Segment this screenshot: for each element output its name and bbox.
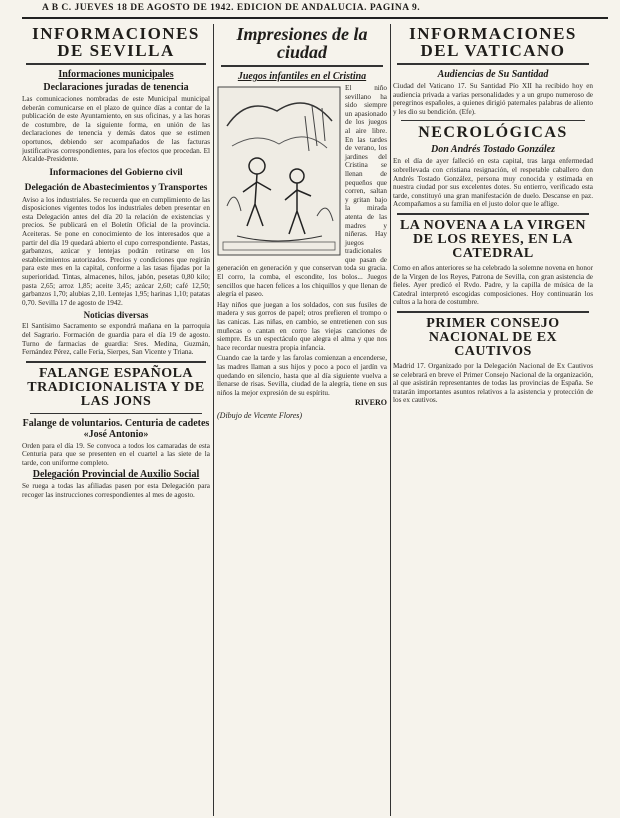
subhead: Informaciones del Gobierno civil bbox=[49, 167, 183, 178]
section-title-novena: LA NOVENA A LA VIRGEN DE LOS REYES, EN LA CATEDRAL bbox=[399, 217, 587, 261]
section-title-falange: FALANGE ESPAÑOLA TRADICIONALISTA Y DE LAS JONS bbox=[27, 365, 205, 409]
illustration-caption: (Dibujo de Vicente Flores) bbox=[217, 411, 303, 421]
divider bbox=[26, 361, 206, 363]
section-title-sevilla: INFORMACIONES DE SEVILLA bbox=[32, 25, 200, 60]
article-body: Ciudad del Vaticano 17. Su Santidad Pío XII ha recibido hoy en audiencia privada a varias personalidades y a un grupo numeroso de peregrinos españoles, a quienes dirigió paternales palabras de aliento y les dio su bendición. (Efe). bbox=[393, 82, 593, 116]
section-title-impresiones: Impresiones de la ciudad bbox=[236, 25, 368, 62]
section-title-vaticano: INFORMACIONES DEL VATICANO bbox=[409, 25, 577, 60]
subhead: Don Andrés Tostado González bbox=[430, 144, 555, 156]
article-body: Cuando cae la tarde y las farolas comienzan a encenderse, las madres llaman a sus hijos y poco a poco el jardín va quedando en silencio, hasta que al día siguiente vuelva a llenarse de risas. Sevilla, ciudad de la alegría, tiene en sus niños la mejor expresión de su espíritu. bbox=[217, 354, 387, 397]
column-vaticano bbox=[393, 25, 593, 815]
divider bbox=[30, 413, 202, 414]
column-sevilla bbox=[22, 25, 210, 815]
section-title-necrologicas: NECROLÓGICAS bbox=[418, 124, 568, 142]
header-rule bbox=[22, 17, 608, 19]
column-impresiones bbox=[217, 25, 387, 815]
article-body: Orden para el día 19. Se convoca a todos los camaradas de esta Centuria para que se presenten en el cuartel a las siete de la tarde, con uniforme completo. bbox=[22, 441, 210, 467]
subhead: Noticias diversas bbox=[83, 310, 149, 321]
article-body: Se ruega a todas las afiliadas pasen por esta Delegación para recoger las instrucciones correspondientes al mes de agosto. bbox=[22, 482, 210, 500]
divider bbox=[397, 213, 589, 215]
subhead: Delegación Provincial de Auxilio Social bbox=[32, 469, 200, 481]
article-body: Hay niños que juegan a los soldados, con sus fusiles de madera y sus gorros de papel; otros prefieren el trompo o las canicas. Las niñas, en cambio, se entretienen con sus muñecas o cantan en corro las viejas canciones de siempre. Es un espectáculo que alegra el alma y que nos hace recordar nuestra propia infancia. bbox=[217, 300, 387, 352]
article-body: Aviso a los industriales. Se recuerda que en cumplimiento de las disposiciones vigentes todos los industriales deben presentar en esta Delegación antes del día 20 la relación de existencias y precios. Se publicará en el Boletín Oficial de la provincia. Aceiteras. Se pone en conocimiento de los interesados que a partir del día 19 quedará abierto el cupo correspondiente. Pastas, garbanzos, azúcar y lentejas podrán retirarse en los establecimientos autorizados. Precios y condiciones que regirán para este mes en la capital, conforme a las tasas fijadas por la superioridad. Tintas, almacenes, hilos, jabón, pesetas 0,80 kilo; pasta 2,65; arroz 1,85; aceite 3,45; azúcar 2,60; café 12,50; garbanzos 1,70; alubias 2,10. Lentejas 1,95; harinas 1,10; patatas 0,70. Sevilla 17 de agosto de 1942. bbox=[22, 195, 210, 307]
section-title-ex-cautivos: PRIMER CONSEJO NACIONAL DE EX CAUTIVOS bbox=[426, 315, 560, 359]
page-header: A B C. JUEVES 18 DE AGOSTO DE 1942. EDICION DE ANDALUCIA. PAGINA 9. bbox=[42, 3, 421, 13]
divider bbox=[221, 65, 383, 67]
subhead: Delegación de Abastecimientos y Transportes bbox=[24, 182, 208, 193]
column-divider bbox=[390, 24, 391, 816]
article-body: El Santísimo Sacramento se expondrá mañana en la parroquia del Sagrario. Formación de guardia para el día 19 de agosto. Turno de farmacias de guardia: Sres. Medina, Guzmán, Fernández Pérez, calle Feria, Sierpes, San Vicente y Triana. bbox=[22, 322, 210, 357]
divider bbox=[26, 63, 206, 65]
article-body: Como en años anteriores se ha celebrado la solemne novena en honor de la Virgen de los Reyes, Patrona de Sevilla, con gran asistencia de fieles. Ayer predicó el Rvdo. Padre, y la capilla de música de la Catedral interpretó escogidas composiciones. Hoy continuarán los cultos a la hora de costumbre. bbox=[393, 263, 593, 307]
article-body: Madrid 17. Organizado por la Delegación Nacional de Ex Cautivos se celebrará en breve el Primer Consejo Nacional de la organización, al que asistirán representantes de todas las provincias de España. Se tratarán importantes asuntos relativos a la asistencia y protección de los ex cautivos. bbox=[393, 361, 593, 405]
illustration-children-playing bbox=[217, 86, 341, 256]
article-body: Las comunicaciones nombradas de este Municipal municipal deberán comunicarse en el plazo de quince días a contar de la publicación de este Ayuntamiento, en sus oficinas, y a las horas de costumbre, de la siguiente forma, en unión de las declaraciones de tenencia y demás datos que se estimen oportunos, debiendo ser acompañados de las facturas justificativas correspondientes, para los efectos que procedan. El Alcalde-Presidente. bbox=[22, 95, 210, 164]
subhead: Informaciones municipales bbox=[58, 69, 174, 80]
article-body: El niño sevillano ha sido siempre un apasionado de los juegos al aire libre. En las tardes de verano, los jardines del Cristina se llenan de pequeños que corren, saltan y gritan bajo la mirada atenta de las madres y niñeras. Hay juegos tradicionales que pasan de generación en generación y que conservan toda su gracia. El corro, la comba, el escondite, los bolos... Juegos sencillos que hacen felices a los chiquillos y que llenan de alegría el paseo. bbox=[217, 84, 387, 299]
signature: RIVERO bbox=[354, 398, 387, 408]
subhead: Falange de voluntarios. Centuria de cadetes «José Antonio» bbox=[22, 417, 210, 440]
divider bbox=[401, 120, 585, 121]
divider bbox=[397, 63, 589, 65]
article-body: En el día de ayer falleció en esta capital, tras larga enfermedad sobrellevada con cristiana resignación, el respetable caballero don Andrés Tostado González, persona muy conocida y estimada en nuestra ciudad por sus excelentes dotes. Su entierro, verificado esta tarde, constituyó una gran manifestación de duelo. Descanse en paz. Acompañamos a su familia en el justo dolor que le aflige. bbox=[393, 157, 593, 209]
divider bbox=[397, 311, 589, 313]
subhead: Juegos infantiles en el Cristina bbox=[237, 71, 367, 82]
subhead: Audiencias de Su Santidad bbox=[437, 69, 549, 80]
column-divider bbox=[213, 24, 214, 816]
subhead: Declaraciones juradas de tenencia bbox=[43, 82, 189, 93]
